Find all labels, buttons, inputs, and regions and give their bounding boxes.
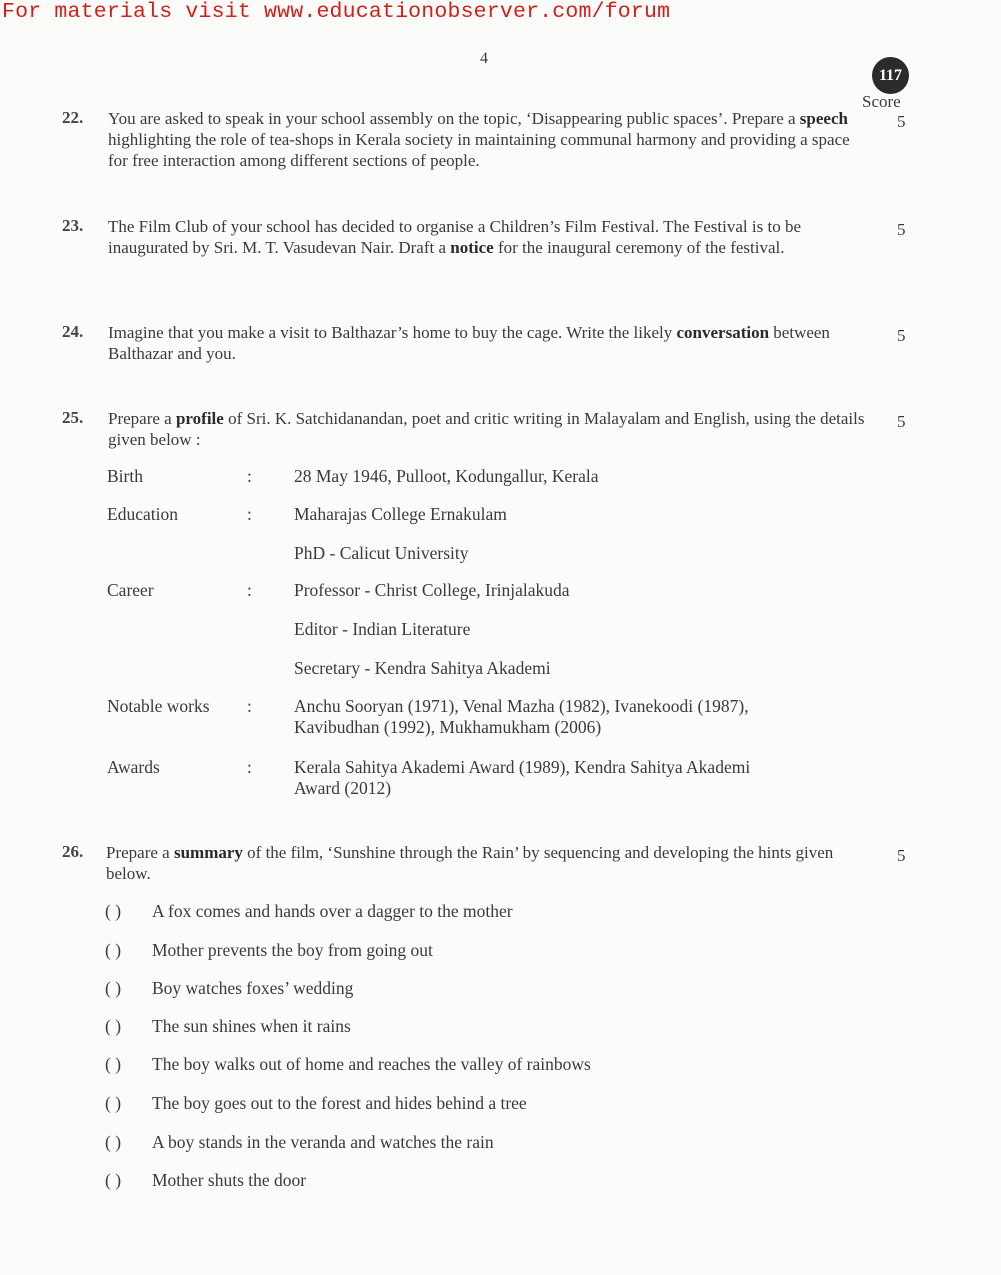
- sequence-blank: ( ): [105, 978, 122, 998]
- question-number: 22.: [62, 108, 84, 127]
- question-number: 23.: [62, 216, 84, 235]
- profile-value: Editor - Indian Literature: [294, 619, 471, 639]
- profile-label: Education: [107, 504, 178, 524]
- sequence-blank: ( ): [105, 1093, 122, 1113]
- profile-colon: :: [247, 466, 252, 486]
- profile-colon: :: [247, 504, 252, 524]
- sequence-blank: ( ): [105, 901, 122, 921]
- question-text-part: for the inaugural ceremony of the festival.: [493, 238, 785, 257]
- question-text-part: The Film Club of your school has decided to organise a Children’s Film Festival. The Festival is to be inaugurated by Sri. M. T. Vasudevan Nair. Draft a: [108, 217, 801, 257]
- sequence-blank: ( ): [105, 1016, 122, 1036]
- question-text: [108, 216, 868, 258]
- hint-text: Boy watches foxes’ wedding: [152, 978, 354, 998]
- hint-text: The boy walks out of home and reaches the valley of rainbows: [152, 1054, 591, 1074]
- question-keyword: summary: [173, 843, 243, 862]
- question-number: 25.: [62, 408, 84, 427]
- sequence-blank: ( ): [105, 1054, 122, 1074]
- sequence-blank: ( ): [105, 1132, 122, 1152]
- hint-text: A fox comes and hands over a dagger to the mother: [152, 901, 513, 921]
- profile-colon: :: [247, 580, 252, 600]
- question-number: 26.: [62, 842, 84, 861]
- profile-colon: :: [247, 696, 252, 716]
- profile-label: Awards: [107, 757, 160, 777]
- question-text-part: highlighting the role of tea-shops in Kerala society in maintaining communal harmony and providing a space for free interaction among different sections of people.: [108, 130, 850, 170]
- sequence-blank: ( ): [105, 1170, 122, 1190]
- profile-value: Kerala Sahitya Akademi Award (1989), Kendra Sahitya Akademi Award (2012): [294, 757, 751, 798]
- question-keyword: profile: [175, 409, 224, 428]
- hint-text: The boy goes out to the forest and hides behind a tree: [152, 1093, 527, 1113]
- profile-value: Secretary - Kendra Sahitya Akademi: [294, 658, 551, 678]
- sequence-blank: ( ): [105, 940, 122, 960]
- question-text-part: You are asked to speak in your school assembly on the topic, ‘Disappearing public spaces’. Prepare a: [108, 109, 800, 128]
- question-score: 5: [897, 846, 906, 865]
- question-text: [108, 108, 868, 171]
- question-score: 5: [897, 112, 906, 131]
- source-banner: For materials visit www.educationobserver.com/forum: [2, 0, 671, 24]
- question-score: 5: [897, 220, 906, 239]
- profile-label: Notable works: [107, 696, 210, 716]
- profile-value: Maharajas College Ernakulam: [294, 504, 507, 524]
- question-text: [106, 842, 866, 884]
- question-number: 24.: [62, 322, 84, 341]
- question-score: 5: [897, 412, 906, 431]
- profile-label: Birth: [107, 466, 143, 486]
- question-text: [108, 408, 868, 450]
- question-text-part: Imagine that you make a visit to Balthazar’s home to buy the cage. Write the likely: [108, 323, 677, 342]
- profile-value: Professor - Christ College, Irinjalakuda: [294, 580, 570, 600]
- question-text-part: of the film, ‘Sunshine through the Rain’ by sequencing and developing the hints given below.: [106, 843, 834, 883]
- profile-label: Career: [107, 580, 154, 600]
- question-text-part: Prepare a: [108, 409, 176, 428]
- profile-value: PhD - Calicut University: [294, 543, 469, 563]
- hint-text: A boy stands in the veranda and watches the rain: [152, 1132, 494, 1152]
- hint-text: Mother prevents the boy from going out: [152, 940, 433, 960]
- score-column-heading: Score: [862, 92, 901, 111]
- question-text-part: between Balthazar and you.: [108, 323, 830, 363]
- hint-text: The sun shines when it rains: [152, 1016, 351, 1036]
- profile-value: 28 May 1946, Pulloot, Kodungallur, Kerala: [294, 466, 599, 486]
- profile-value: Anchu Sooryan (1971), Venal Mazha (1982), Ivanekoodi (1987), Kavibudhan (1992), Mukhamukham (2006): [294, 696, 749, 737]
- page-number: 4: [480, 50, 488, 67]
- question-text: [108, 322, 868, 364]
- question-text-part: of Sri. K. Satchidanandan, poet and critic writing in Malayalam and English, using the details given below :: [108, 409, 865, 449]
- paper-code-badge: 117: [872, 57, 909, 94]
- question-keyword: conversation: [676, 323, 770, 342]
- profile-colon: :: [247, 757, 252, 777]
- hint-text: Mother shuts the door: [152, 1170, 307, 1190]
- question-score: 5: [897, 326, 906, 345]
- question-keyword: speech: [799, 109, 848, 128]
- question-text-part: Prepare a: [106, 843, 174, 862]
- question-keyword: notice: [450, 238, 494, 257]
